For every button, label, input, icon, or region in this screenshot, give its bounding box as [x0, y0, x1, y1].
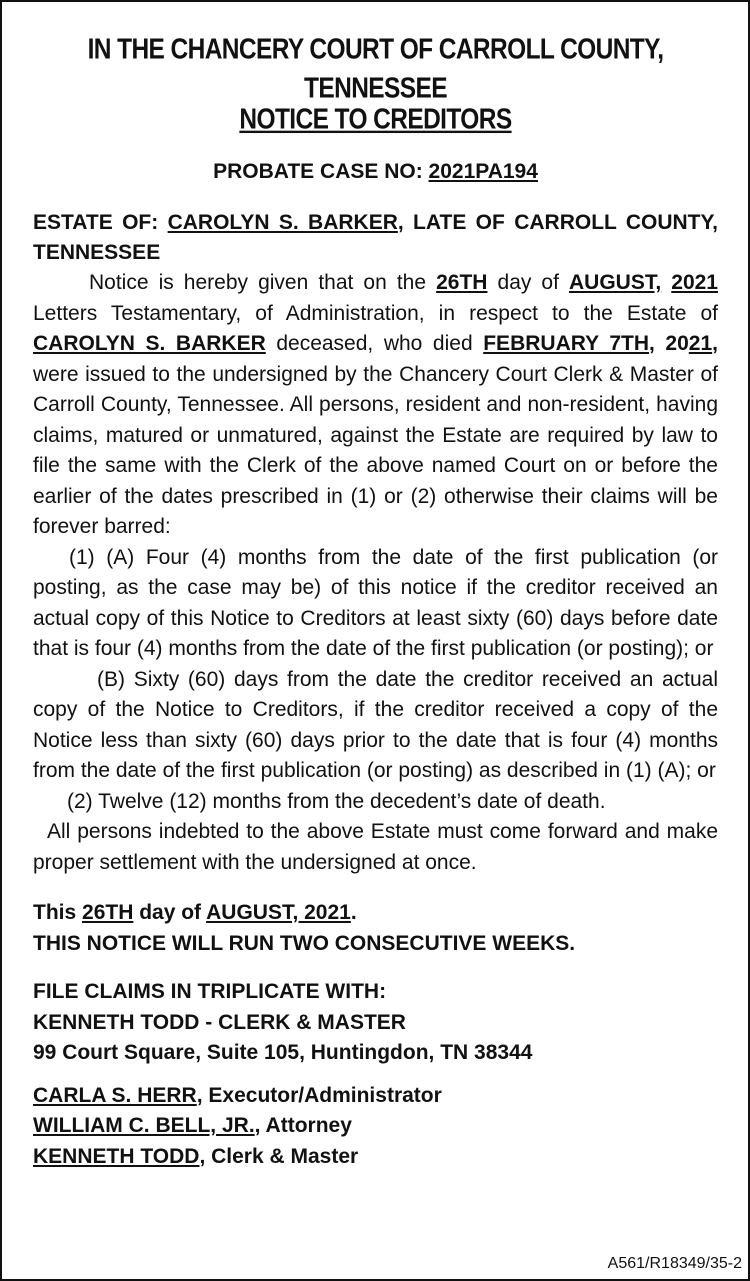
estate-rest: , LATE OF CARROLL COUNTY, TENNESSEE [33, 211, 718, 264]
dated-section [33, 898, 718, 959]
paragraph-indebted: All persons indebted to the above Estate must come forward and make proper settlement with the undersigned at once. [33, 820, 718, 874]
paragraph-1a: (1) (A) Four (4) months from the date of the first publication (or posting, as the case may be) of this notice if the creditor received an actual copy of this Notice to Creditors at least sixty (60) days before date that is four (4) months from the date of the first publication (or posting); or [33, 545, 718, 660]
text: . [350, 901, 357, 924]
notice-day: 26TH [436, 271, 488, 294]
claims-line-1: FILE CLAIMS IN TRIPLICATE WITH: [33, 980, 387, 1003]
case-label: PROBATE CASE NO: [213, 160, 429, 183]
signatory-name: WILLIAM C. BELL, JR. [33, 1114, 255, 1137]
dated-day: 26TH [82, 901, 134, 924]
text: , [712, 332, 718, 355]
signatory-role: , Executor/Administrator [196, 1083, 442, 1107]
estate-name: CAROLYN S. BARKER [167, 211, 398, 234]
signatory [33, 1142, 718, 1173]
text: day of [487, 271, 570, 294]
paragraph-1b: (B) Sixty (60) days from the date the creditor received an actual copy of the Notice to Creditors, if the creditor received a copy of the Notice less than sixty (60) days prior to the date that is four (4) months from the date of the first publication (or posting) as described in (1) (A); or [33, 667, 718, 782]
ad-code: A561/R18349/35-2 [607, 1255, 742, 1272]
signatory-role: , Attorney [254, 1114, 352, 1137]
run-notice: THIS NOTICE WILL RUN TWO CONSECUTIVE WEEKS. [33, 931, 576, 955]
signatories [33, 1081, 718, 1173]
signatory-name: CARLA S. HERR [33, 1083, 197, 1107]
signatory-role: , Clerk & Master [199, 1144, 359, 1168]
estate-line [33, 208, 718, 268]
signatory-name: KENNETH TODD [33, 1144, 200, 1168]
dated-line [33, 898, 718, 929]
signatory [33, 1111, 718, 1142]
death-year: 21 [688, 332, 713, 355]
text: Notice is hereby given that on the [89, 271, 437, 294]
death-date: FEBRUARY 7TH [483, 332, 650, 355]
claims-line-2: KENNETH TODD - CLERK & MASTER [33, 1010, 406, 1034]
text: This [33, 901, 83, 924]
case-number: 2021PA194 [428, 160, 538, 183]
text: day of [133, 901, 207, 924]
text: , 20 [649, 332, 689, 355]
paragraph-2: (2) Twelve (12) months from the decedent’s date of death. [67, 789, 606, 813]
paragraph-notice [33, 268, 718, 543]
court-heading: IN THE CHANCERY COURT OF CARROLL COUNTY, TENNESSEE [87, 33, 664, 105]
notice-month: AUGUST, [569, 271, 662, 294]
notice-body [33, 268, 718, 878]
signatory [33, 1081, 718, 1112]
notice-title: NOTICE TO CREDITORS [239, 103, 512, 136]
case-number-line [33, 160, 718, 184]
text: were issued to the undersigned by the Chancery Court Clerk & Master of Carroll County, Tennessee. All persons, resident and non-resident, having claims, matured or unmatured, against the Estate are required by law to file the same with the Clerk of the above named Court on or before the earlier of the dates prescribed in (1) or (2) otherwise their claims will be forever barred: [33, 362, 718, 538]
notice-year: 2021 [671, 271, 718, 294]
text: deceased, who died [265, 332, 484, 355]
claims-section [33, 977, 718, 1069]
decedent-name: CAROLYN S. BARKER [33, 332, 266, 355]
text: Letters Testamentary, of Administration, in respect to the Estate of [33, 301, 718, 325]
estate-label: ESTATE OF: [33, 211, 168, 234]
dated-date: AUGUST, 2021 [206, 901, 351, 924]
claims-address: 99 Court Square, Suite 105, Huntingdon, TN 38344 [33, 1041, 533, 1064]
